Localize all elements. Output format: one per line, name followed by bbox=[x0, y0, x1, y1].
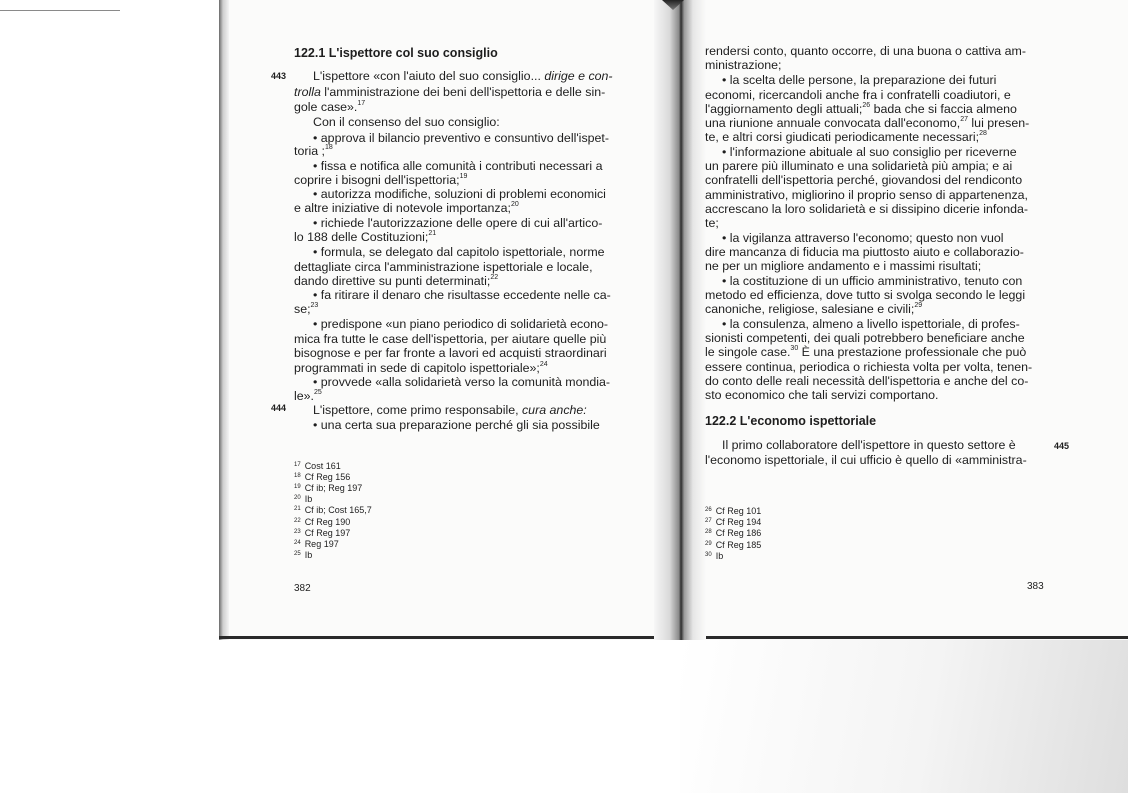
footnote: $^{20}$ Ib bbox=[294, 494, 313, 504]
footnote: $^{22}$ Cf Reg 190 bbox=[294, 517, 351, 527]
footnote: $^{24}$ Reg 197 bbox=[294, 539, 339, 549]
text-line: dire mancanza di fiducia ma piuttosto aiuto e collaborazio- bbox=[705, 245, 1024, 259]
footnote: $^{28}$ Cf Reg 186 bbox=[705, 528, 762, 538]
text-line: confratelli dell'ispettoria perché, giovandosi del rendiconto bbox=[705, 173, 1023, 187]
text-line: economi, ricercandoli anche fra i confratelli coadiutori, e bbox=[705, 88, 1011, 102]
text-line: essere continua, periodica o richiesta volta per volta, tenen- bbox=[705, 360, 1033, 374]
margin-number: 443 bbox=[271, 71, 287, 81]
text-line: sto economico che tali servizi comportano. bbox=[705, 388, 939, 402]
text-line: metodo ed efficienza, dove tutto si svolga secondo le leggi bbox=[705, 288, 1026, 302]
text-line: L'ispettore «con l'aiuto del suo consiglio... dirige e con- bbox=[313, 69, 613, 83]
text-line: toria ;$^{18}$ bbox=[294, 144, 333, 158]
footnote: $^{17}$ Cost 161 bbox=[294, 461, 341, 471]
text-line: ministrazione; bbox=[705, 58, 782, 72]
text-line: • predispone «un piano periodico di solidarietà econo- bbox=[313, 317, 609, 331]
text-line: • autorizza modifiche, soluzioni di problemi economici bbox=[313, 187, 606, 201]
scan-shadow bbox=[680, 640, 1128, 793]
text-line: bisognose e per far fronte a lavori ed acquisti straordinari bbox=[294, 346, 607, 360]
text-line: l'aggiornamento degli attuali;$^{26}$ bada che si faccia almeno bbox=[705, 102, 1017, 116]
footnote: $^{18}$ Cf Reg 156 bbox=[294, 472, 351, 482]
text-line: Il primo collaboratore dell'ispettore in questo settore è bbox=[722, 438, 1016, 452]
text-line: amministrativo, migliorino il proprio senso di appartenenza, bbox=[705, 188, 1028, 202]
text-line: • la consulenza, almeno a livello ispettoriale, di profes- bbox=[722, 317, 1020, 331]
text-line: • l'informazione abituale al suo consiglio per riceverne bbox=[722, 145, 1017, 159]
section-heading: 122.2 L'economo ispettoriale bbox=[705, 414, 877, 428]
text-line: mica fra tutte le case dell'ispettoria, per aiutare quelle più bbox=[294, 332, 607, 346]
text-line: Con il consenso del suo consiglio: bbox=[313, 115, 500, 129]
footnote: $^{23}$ Cf Reg 197 bbox=[294, 528, 351, 538]
text-line: trolla l'amministrazione dei beni dell'ispettoria e delle sin- bbox=[294, 85, 606, 99]
text-line: l'economo ispettoriale, il cui ufficio è quello di «amministra- bbox=[705, 453, 1027, 467]
text-line: se;$^{23}$ bbox=[294, 302, 319, 316]
text-line: programmati in sede di capitolo ispettoriale»;$^{24}$ bbox=[294, 361, 548, 375]
scan-edge-line bbox=[0, 10, 120, 11]
footnote: $^{26}$ Cf Reg 101 bbox=[705, 506, 762, 516]
text-line: L'ispettore, come primo responsabile, cura anche: bbox=[313, 403, 587, 417]
text-line: • fissa e notifica alle comunità i contributi necessari a bbox=[313, 159, 603, 173]
footnote: $^{21}$ Cf ib; Cost 165,7 bbox=[294, 505, 372, 515]
text-line: • richiede l'autorizzazione delle opere di cui all'artico- bbox=[313, 216, 603, 230]
text-line: un parere più illuminato e una solidarietà più ampia; e ai bbox=[705, 159, 1013, 173]
text-line: • la costituzione di un ufficio amministrativo, tenuto con bbox=[722, 274, 1023, 288]
footnote: $^{29}$ Cf Reg 185 bbox=[705, 540, 762, 550]
footnote: $^{25}$ Ib bbox=[294, 550, 313, 560]
footnote: $^{30}$ Ib bbox=[705, 551, 724, 561]
text-line: do conto delle reali necessità dell'ispettoria e anche del co- bbox=[705, 374, 1029, 388]
text-line: rendersi conto, quanto occorre, di una buona o cattiva am- bbox=[705, 44, 1026, 58]
margin-number: 444 bbox=[271, 403, 287, 413]
text-line: • fa ritirare il denaro che risultasse eccedente nelle ca- bbox=[313, 288, 611, 302]
text-line: • formula, se delegato dal capitolo ispettoriale, norme bbox=[313, 245, 605, 259]
text-line: accrescano la loro solidarietà e si dissipino dicerie infonda- bbox=[705, 202, 1029, 216]
page-number: 383 bbox=[1027, 581, 1044, 592]
text-line: dettagliate circa l'amministrazione ispettoriale e locale, bbox=[294, 260, 593, 274]
footnote: $^{19}$ Cf ib; Reg 197 bbox=[294, 483, 363, 493]
text-line: ne per un migliore andamento e i massimi risultati; bbox=[705, 259, 982, 273]
margin-number: 445 bbox=[1054, 441, 1070, 451]
text-line: sionisti competenti, dei quali potrebbero beneficiare anche bbox=[705, 331, 1025, 345]
text-line: le».$^{25}$ bbox=[294, 389, 322, 403]
text-line: • provvede «alla solidarietà verso la comunità mondia- bbox=[313, 375, 611, 389]
text-line: una riunione annuale convocata dall'economo,$^{27}$ lui presen- bbox=[705, 116, 1030, 130]
text-line: • la scelta delle persone, la preparazione dei futuri bbox=[722, 73, 997, 87]
text-line: • una certa sua preparazione perché gli sia possibile bbox=[313, 418, 600, 432]
text-line: canoniche, religiose, salesiane e civili;$^{29}$ bbox=[705, 302, 923, 316]
book-gutter bbox=[654, 0, 706, 640]
book-left-edge bbox=[219, 0, 229, 640]
text-line: le singole case.$^{30}$ È una prestazione professionale che può bbox=[705, 345, 1027, 359]
page-number: 382 bbox=[294, 583, 311, 594]
text-line: lo 188 delle Costituzioni;$^{21}$ bbox=[294, 230, 437, 244]
text-line: te, e altri corsi giudicati periodicamente necessari;$^{28}$ bbox=[705, 130, 987, 144]
text-line: dando direttive su punti determinati;$^{22}$ bbox=[294, 274, 499, 288]
section-heading: 122.1 L'ispettore col suo consiglio bbox=[294, 46, 498, 60]
footnote: $^{27}$ Cf Reg 194 bbox=[705, 517, 762, 527]
text-line: e altre iniziative di notevole importanza;$^{20}$ bbox=[294, 201, 519, 215]
text-line: • approva il bilancio preventivo e consuntivo dell'ispet- bbox=[313, 131, 609, 145]
text-line: coprire i bisogni dell'ispettoria;$^{19}$ bbox=[294, 173, 468, 187]
text-line: te; bbox=[705, 216, 719, 230]
text-line: gole case».$^{17}$ bbox=[294, 100, 366, 114]
text-line: • la vigilanza attraverso l'economo; questo non vuol bbox=[722, 231, 1004, 245]
